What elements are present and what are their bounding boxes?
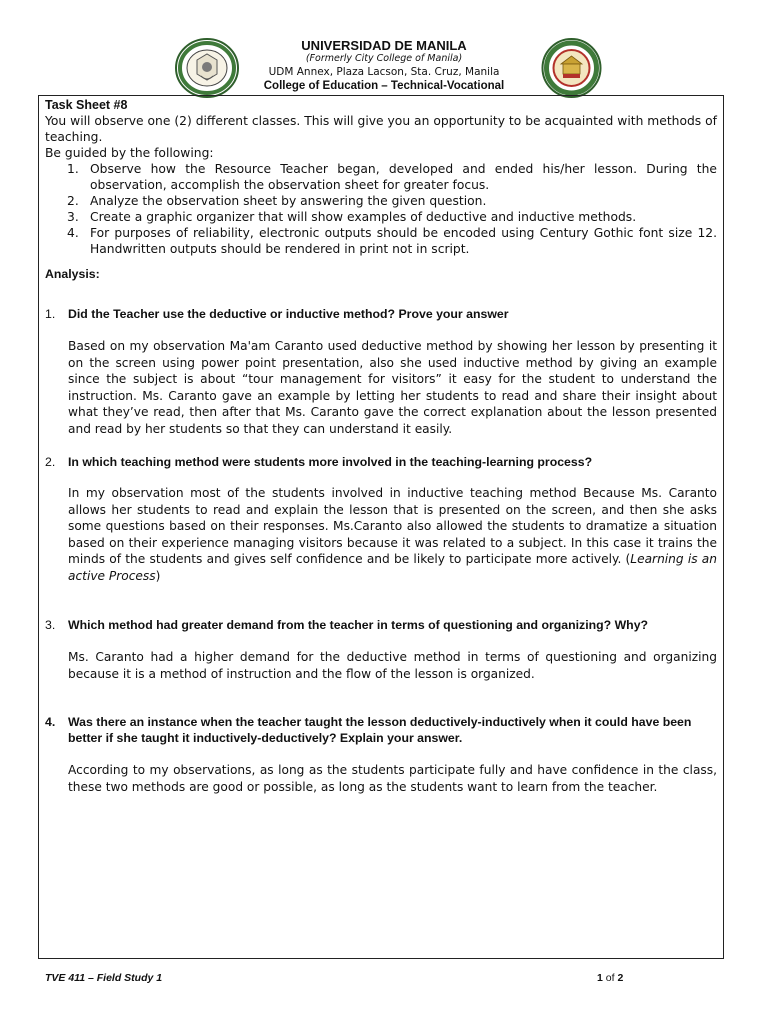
question-number: 1.	[45, 307, 56, 321]
question-1	[45, 306, 717, 322]
list-item	[67, 161, 717, 193]
question-text: Was there an instance when the teacher taught the lesson deductively-inductively when it could have been better if she taught it inductively-deductively? Explain your answer.	[68, 715, 692, 745]
question-4	[45, 714, 717, 746]
list-item-text: Observe how the Resource Teacher began, developed and ended his/her lesson. During the observation, accomplish the observation sheet for greater focus.	[90, 162, 717, 192]
answer-text: In my observation most of the students involved in inductive teaching method Because Ms. Caranto allows her students to read and explain the lesson that is presented on the screen, and then she asks some questions based on their responses. Ms.Caranto also allowed the students to dramatize a situation based on their experience managing visitors because it was related to a subject. In this case it trains the minds of the students and gives self confidence and be likely to participate more actively. (	[68, 486, 717, 566]
list-item-text: Create a graphic organizer that will show examples of deductive and inductive methods.	[90, 210, 637, 224]
list-item-text: Analyze the observation sheet by answering the given question.	[90, 194, 487, 208]
answer-1: Based on my observation Ma'am Caranto used deductive method by showing her lesson by presenting it on the screen using power point presentation, also she used inductive method by giving an example since the subject is about “tour management for visitors” it easy for the student to understand the instruction. Ms. Caranto gave an example by letting her students to read and share their insight about what they’ve read, then after that Ms. Caranto gave the correct explanation about the lesson presented and read by her students so that they can understand it easily.	[68, 339, 717, 436]
document-header	[0, 38, 768, 93]
answer-italic-text: Learning is an active Process	[68, 552, 717, 583]
page-total: 2	[617, 972, 624, 984]
list-item	[67, 209, 717, 225]
list-item	[67, 225, 717, 257]
question-number: 2.	[45, 455, 56, 469]
college-name: College of Education – Technical-Vocational	[263, 80, 505, 92]
list-item-number: 2.	[67, 194, 79, 208]
analysis-label: Analysis:	[45, 267, 100, 281]
task-title: Task Sheet #8	[45, 98, 128, 112]
question-number: 4.	[45, 715, 56, 729]
page-of: of	[605, 972, 615, 984]
question-text: Did the Teacher use the deductive or inductive method? Prove your answer	[68, 307, 509, 321]
footer-page-number	[597, 972, 623, 984]
footer-course: TVE 411 – Field Study 1	[45, 972, 163, 984]
task-sheet-body	[45, 97, 717, 795]
task-intro: You will observe one (2) different classes. This will give you an opportunity to be acquainted with methods of teaching.	[45, 114, 717, 144]
answer-4: According to my observations, as long as the students participate fully and have confidence in the class, these two methods are good or possible, as long as the students want to learn from the teacher.	[68, 763, 717, 794]
list-item-number: 4.	[67, 226, 79, 240]
question-text: Which method had greater demand from the teacher in terms of questioning and organizing? Why?	[68, 618, 649, 632]
list-item-number: 1.	[67, 162, 79, 176]
page-current: 1	[597, 972, 603, 984]
answer-end: )	[155, 568, 161, 583]
question-text: In which teaching method were students more involved in the teaching-learning process?	[68, 455, 593, 469]
university-name: UNIVERSIDAD DE MANILA	[301, 38, 467, 53]
former-name: (Formerly City College of Manila)	[305, 53, 463, 64]
question-2	[45, 454, 717, 470]
list-item-number: 3.	[67, 210, 79, 224]
answer-2	[68, 485, 717, 584]
list-item	[67, 193, 717, 209]
address: UDM Annex, Plaza Lacson, Sta. Cruz, Manila	[268, 66, 500, 78]
answer-3: Ms. Caranto had a higher demand for the deductive method in terms of questioning and organizing because it is a method of instruction and the flow of the lesson is organized.	[68, 650, 717, 681]
instruction-list	[67, 161, 717, 257]
list-item-text: For purposes of reliability, electronic outputs should be encoded using Century Gothic font size 12. Handwritten outputs should be rendered in print not in script.	[90, 226, 717, 256]
question-number: 3.	[45, 618, 56, 632]
question-3	[45, 617, 717, 633]
guided-label: Be guided by the following:	[45, 146, 214, 160]
